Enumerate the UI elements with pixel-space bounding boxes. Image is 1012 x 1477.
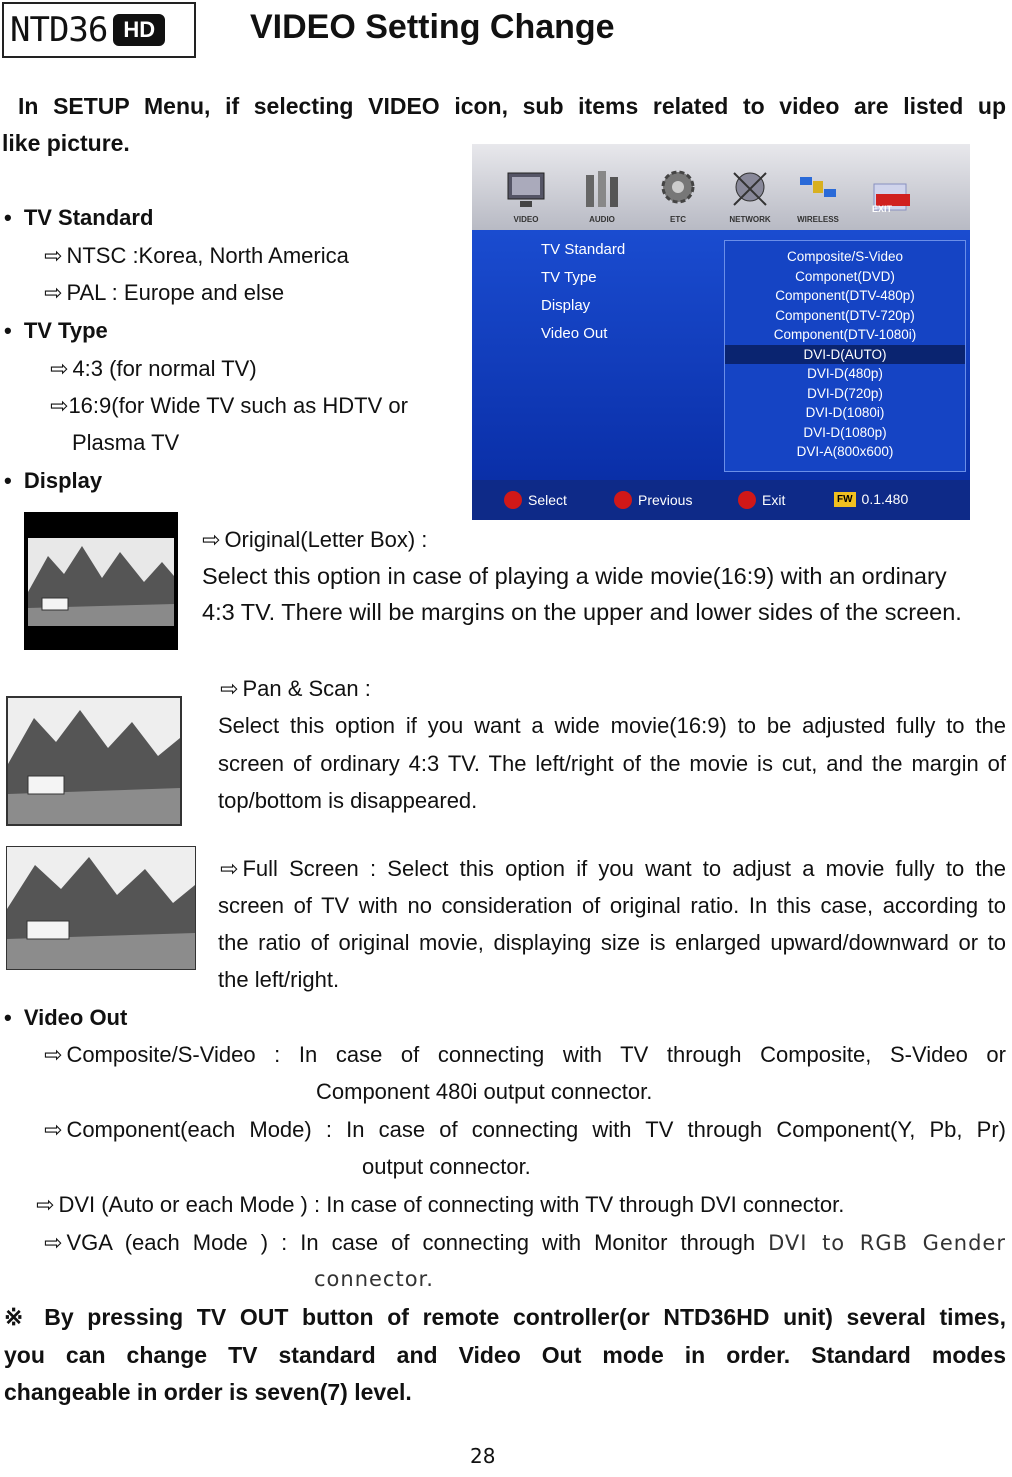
arrow-icon: ⇨ [50,394,69,419]
option-dvi-720p[interactable]: DVI-D(720p) [807,385,883,401]
menu-tv-standard[interactable]: TV Standard [541,241,626,258]
setup-help-bar [472,480,970,520]
option-component-480p[interactable]: Component(DTV-480p) [775,288,915,303]
note-line-2: you can change TV standard and Video Out mode in order. Standard modes [4,1342,1006,1368]
select-icon [504,491,522,509]
network-icon: NETWORK [718,158,782,224]
option-component-720p[interactable]: Component(DTV-720p) [775,307,915,323]
arrow-icon: ⇨ [44,1118,63,1143]
fw-badge: FW [834,492,856,507]
arrow-icon: ⇨ [220,677,239,702]
option-dvi-480p[interactable]: DVI-D(480p) [807,366,883,381]
option-dvi-1080i[interactable]: DVI-D(1080i) [805,405,885,420]
full-desc-2: screen of TV with no consideration of original ratio. In this case, according to [218,893,1006,918]
note-line-1: ※ By pressing TV OUT button of remote controller(or NTD36HD unit) several times, [4,1304,1006,1330]
component-desc-1: ⇨ Component(each Mode) : In case of connecting with TV through Component(Y, Pb, Pr) [44,1111,1006,1149]
video-out-options [724,240,966,472]
option-component-dvd[interactable]: Componet(DVD) [795,268,895,284]
pal-item: ⇨ PAL : Europe and else [44,274,284,312]
original-title: ⇨ Original(Letter Box) : [202,521,427,559]
page-number: 28 [470,1444,496,1468]
tv-type-heading: • TV Type [4,318,108,343]
menu-video-out[interactable]: Video Out [541,325,608,342]
intro-line-2: like picture. [2,130,130,156]
arrow-icon: ⇨ [220,857,239,882]
video-icon: VIDEO [494,158,558,224]
arrow-icon: ⇨ [36,1193,55,1218]
pan-desc-1: Select this option if you want a wide movie(16:9) to be adjusted fully to the [218,713,1006,738]
arrow-icon: ⇨ [44,281,63,306]
intro-line-1: In SETUP Menu, if selecting VIDEO icon, sub items related to video are listed up [18,93,1006,119]
previous-icon [614,491,632,509]
product-logo [2,2,196,58]
full-desc-4: the left/right. [218,967,340,992]
option-dvi-1080p[interactable]: DVI-D(1080p) [803,424,887,440]
display-heading: • Display [4,468,103,493]
component-desc-2: output connector. [362,1154,531,1179]
arrow-icon: ⇨ [44,244,63,269]
tv-standard-heading: • TV Standard [4,205,154,230]
setup-video-menu [541,236,625,348]
composite-desc-2: Component 480i output connector. [316,1079,653,1104]
pan-desc-3: top/bottom is disappeared. [218,788,478,813]
tv-type-169-cont: Plasma TV [72,430,180,455]
page-title: VIDEO Setting Change [250,8,615,46]
original-desc-1: Select this option in case of playing a wide movie(16:9) with an ordinary [202,563,947,589]
option-component-1080i[interactable]: Component(DTV-1080i) [773,327,917,342]
full-desc-1: ⇨ Full Screen : Select this option if you want to adjust a movie fully to the [220,850,1006,888]
setup-icon-bar [472,144,970,230]
logo-hd-badge: HD [113,14,165,46]
pan-desc-2: screen of ordinary 4:3 TV. The left/right of the movie is cut, and the margin of [218,751,1006,776]
option-dvi-auto[interactable]: DVI-D(AUTO) [725,345,965,365]
setup-menu-screenshot [472,144,970,520]
composite-desc-1: ⇨ Composite/S-Video : In case of connecting with TV through Composite, S-Video or [44,1036,1006,1074]
exit-hint-icon [738,491,756,509]
video-out-heading: • Video Out [4,1005,128,1030]
tv-type-43: ⇨ 4:3 (for normal TV) [50,350,257,388]
pan-scan-photo [6,696,182,826]
menu-tv-type[interactable]: TV Type [541,269,597,286]
vga-desc-1: ⇨ VGA (each Mode ) : In case of connecting with Monitor through DVI to RGB Gender [44,1224,1006,1262]
arrow-icon: ⇨ [44,1231,63,1256]
arrow-icon: ⇨ [202,528,221,553]
ntsc-item: ⇨ NTSC :Korea, North America [44,237,349,275]
menu-display[interactable]: Display [541,297,591,314]
letterbox-photo [24,512,178,650]
audio-icon: AUDIO [570,158,634,224]
arrow-icon: ⇨ [44,1043,63,1068]
exit-hint: Exit [738,491,785,509]
etc-gear-icon: ETC [646,158,710,224]
note-line-3: changeable in order is seven(7) level. [4,1379,412,1405]
previous-hint: Previous [614,491,692,509]
wireless-satellite-icon: WIRELESS [786,158,850,224]
tv-type-169: ⇨16:9(for Wide TV such as HDTV or [50,387,408,425]
option-composite[interactable]: Composite/S-Video [786,249,904,264]
pan-title: ⇨ Pan & Scan : [220,670,371,708]
option-dvi-a[interactable]: DVI-A(800x600) [796,444,894,459]
exit-icon: EXIT [858,158,922,224]
dvi-desc: ⇨ DVI (Auto or each Mode ) : In case of connecting with TV through DVI connector. [36,1186,844,1224]
arrow-icon: ⇨ [50,357,69,382]
vga-desc-2: connector. [314,1267,434,1291]
original-desc-2: 4:3 TV. There will be margins on the upper and lower sides of the screen. [202,599,962,625]
full-desc-3: the ratio of original movie, displaying size is enlarged upward/downward or to [218,930,1006,955]
full-screen-photo [6,846,196,970]
firmware-version: FW 0.1.480 [834,491,908,507]
select-hint: Select [504,491,567,509]
logo-text: NTD36 [10,10,108,50]
